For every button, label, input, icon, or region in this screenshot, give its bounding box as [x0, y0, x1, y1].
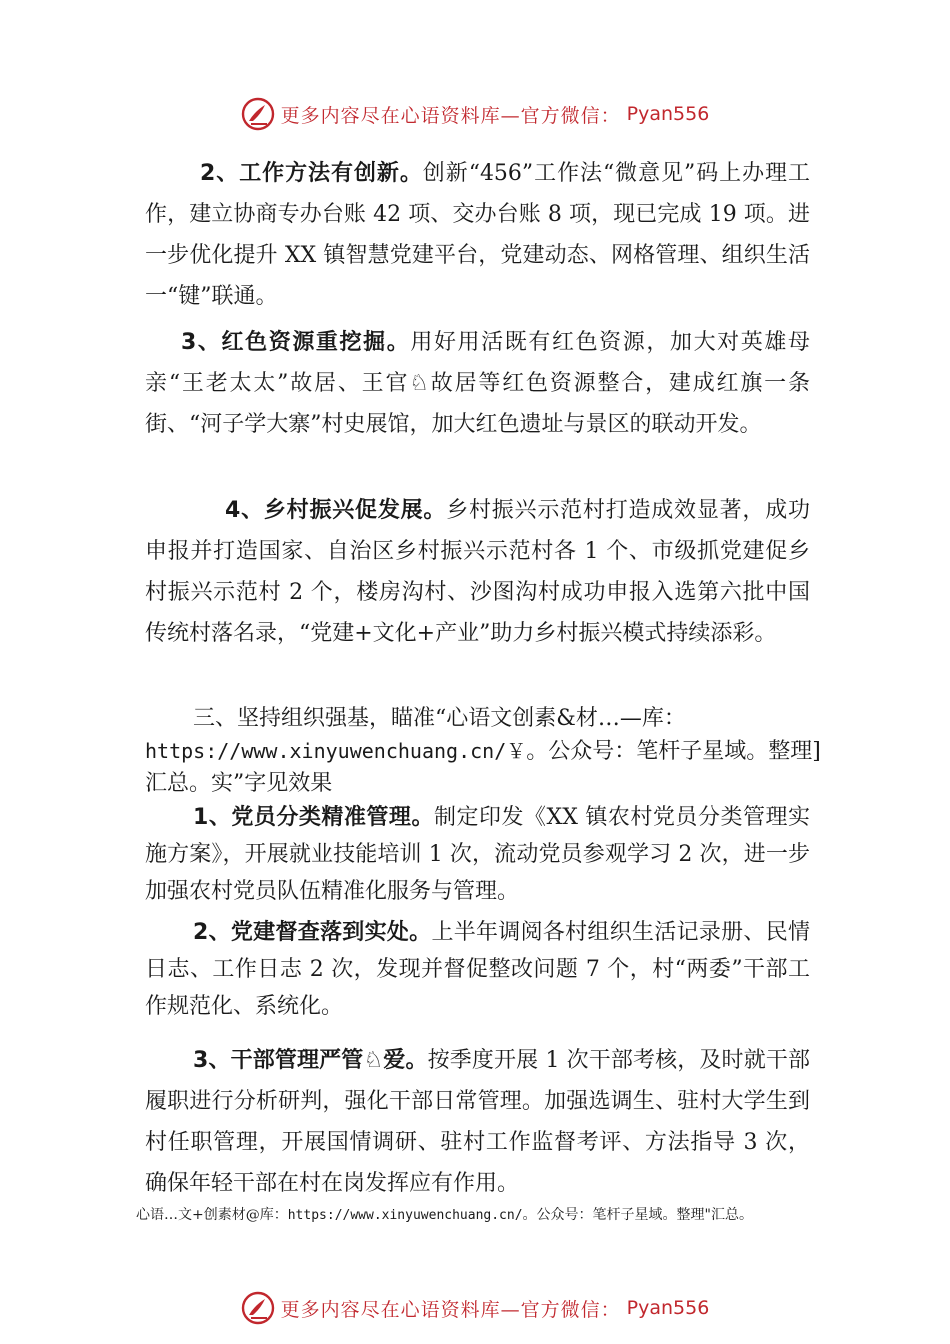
section-heading-url: https://www.xinyuwenchuang.cn/￥	[145, 739, 527, 763]
paragraph-party-member-management	[145, 799, 810, 910]
brush-logo-icon	[241, 1291, 275, 1325]
banner-text: 更多内容尽在心语资料库—官方微信：	[280, 104, 621, 127]
paragraph-body: 乡村振兴示范村打造成效显著，成功申报并打造国家、自治区乡村振兴示范村各 1 个、市级抓党建促乡村振兴示范村 2 个，楼房沟村、沙图沟村成功申报入选第六批中国传统村落名录，“党建+文化+产业”助力乡村振兴模式持续添彩。	[145, 498, 810, 646]
banner-wechat-id: Pyan556	[626, 1297, 710, 1319]
paragraph-heading: 4、乡村振兴促发展。	[225, 498, 447, 523]
section-heading-prefix: 三、坚持组织强基，瞄准“心语文创素&材…—库：	[193, 706, 686, 731]
paragraph-heading: 3、红色资源重挖掘。	[181, 330, 411, 355]
footer-prefix: 心语…文+创素材@库：	[136, 1207, 288, 1223]
banner-wechat-id: Pyan556	[626, 103, 710, 125]
paragraph-work-method	[145, 153, 810, 317]
footer-url: https://www.xinyuwenchuang.cn/	[287, 1208, 523, 1223]
paragraph-body: 按季度开展 1 次干部考核，及时就干部履职进行分析研判，强化干部日常管理。加强选调生、驻村大学生到村任职管理，开展国情调研、驻村工作监督考评、方法指导 3 次，确保年轻干部在村在岗发挥应有作用。	[145, 1048, 810, 1196]
paragraph-red-resources	[145, 322, 810, 445]
paragraph-heading: 2、工作方法有创新。	[200, 161, 423, 186]
paragraph-rural-revitalization	[145, 490, 810, 654]
section-heading	[145, 703, 835, 800]
paragraph-heading: 3、干部管理严管♘爱。	[193, 1048, 428, 1073]
banner-text: 更多内容尽在心语资料库—官方微信：	[280, 1298, 621, 1321]
footer-note	[136, 1204, 836, 1227]
paragraph-body: 制定印发《XX 镇农村党员分类管理实施方案》，开展就业技能培训 1 次，流动党员参观学习 2 次，进一步加强农村党员队伍精准化服务与管理。	[145, 805, 810, 904]
paragraph-heading: 2、党建督查落到实处。	[193, 920, 432, 945]
header-banner	[0, 94, 950, 134]
brush-logo-icon	[241, 97, 275, 131]
section-heading-suffix: 。公众号：笔杆子星域。整理]汇总。实”字见效果	[145, 739, 821, 796]
paragraph-heading: 1、党员分类精准管理。	[193, 805, 434, 830]
paragraph-body: 创新“456”工作法“微意见”码上办理工作，建立协商专办台账 42 项、交办台账 8 项，现已完成 19 项。进一步优化提升 XX 镇智慧党建平台，党建动态、网格管理、组织生活一“键”联通。	[145, 161, 810, 309]
paragraph-body: 用好用活既有红色资源，加大对英雄母亲“王老太太”故居、王官♘故居等红色资源整合，建成红旗一条街、“河子学大寨”村史展馆，加大红色遗址与景区的联动开发。	[145, 330, 810, 437]
paragraph-body: 上半年调阅各村组织生活记录册、民情日志、工作日志 2 次，发现并督促整改问题 7 个，村“两委”干部工作规范化、系统化。	[145, 920, 810, 1019]
footer-suffix: 。公众号：笔杆子星域。整理"汇总。	[522, 1207, 753, 1223]
paragraph-party-inspection	[145, 914, 810, 1025]
paragraph-cadre-management	[145, 1040, 810, 1204]
footer-banner	[0, 1288, 950, 1328]
